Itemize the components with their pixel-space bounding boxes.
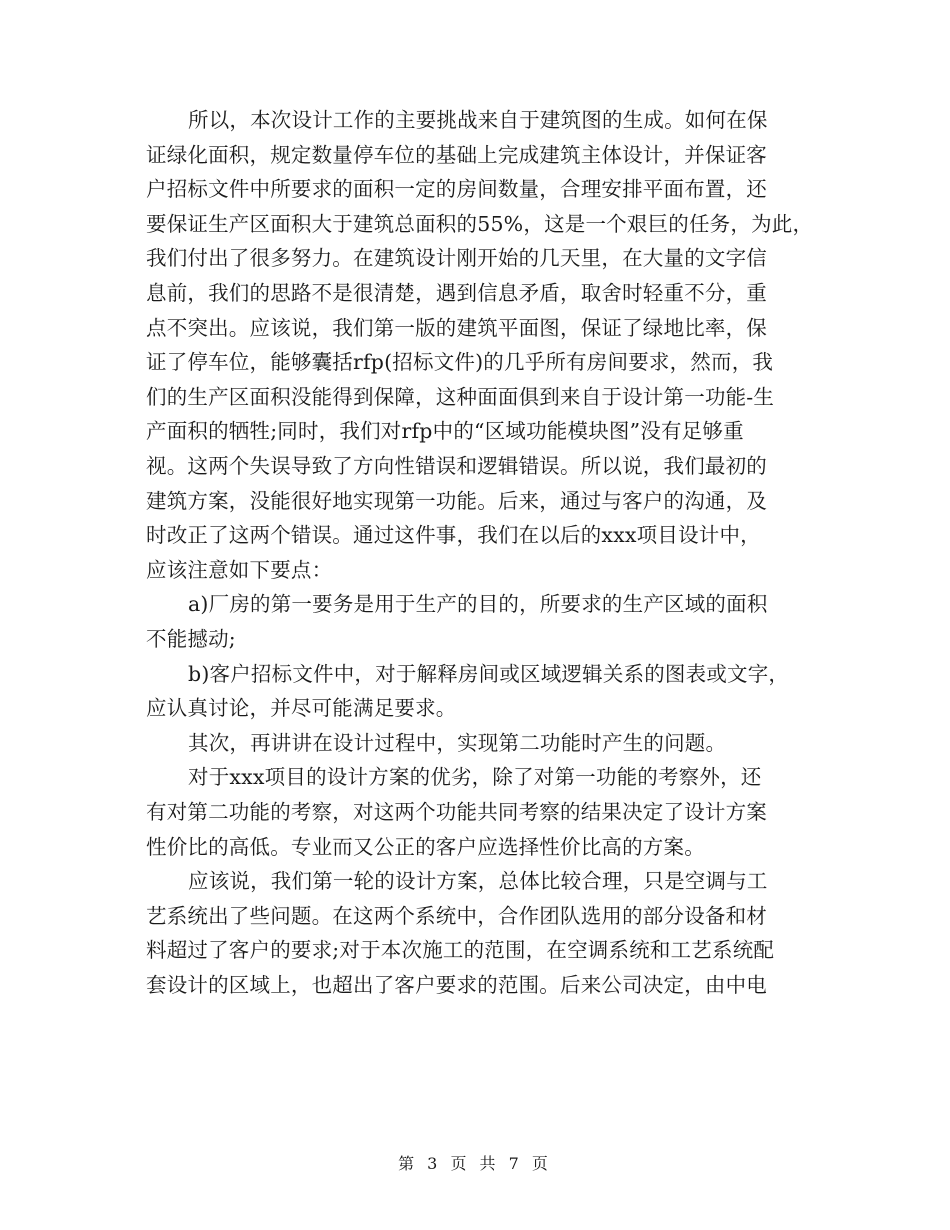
text-line: 艺系统出了些问题。在这两个系统中，合作团队选用的部分设备和材 bbox=[146, 903, 767, 928]
text-line: 时改正了这两个错误。通过这件事，我们在以后的xxx项目设计中， bbox=[146, 523, 761, 548]
text-line: 视。这两个失误导致了方向性错误和逻辑错误。所以说，我们最初的 bbox=[146, 454, 767, 478]
text-line: 产面积的牺牲;同时，我们对rfp中的“区域功能模块图”没有足够重 bbox=[146, 419, 744, 444]
text-line: 证绿化面积，规定数量停车位的基础上完成建筑主体设计，并保证客 bbox=[146, 142, 767, 167]
page-number-footer: 第 3 页 共 7 页 bbox=[398, 1154, 552, 1173]
text-line: 其次，再讲讲在设计过程中，实现第二功能时产生的问题。 bbox=[188, 730, 727, 755]
text-line: a)厂房的第一要务是用于生产的目的，所要求的生产区域的面积 bbox=[188, 592, 768, 617]
text-line: 不能撼动; bbox=[146, 627, 236, 651]
text-line: 料超过了客户的要求;对于本次施工的范围，在空调系统和工艺系统配 bbox=[146, 938, 775, 963]
text-line: 所以，本次设计工作的主要挑战来自于建筑图的生成。如何在保 bbox=[188, 108, 768, 132]
text-line: 息前，我们的思路不是很清楚，遇到信息矛盾，取舍时轻重不分，重 bbox=[146, 281, 767, 305]
text-line: 们的生产区面积没能得到保障，这种面面俱到来自于设计第一功能-生 bbox=[146, 384, 775, 409]
text-line: 证了停车位，能够囊括rfp(招标文件)的几乎所有房间要求，然而，我 bbox=[146, 350, 774, 375]
text-line: 点不突出。应该说，我们第一版的建筑平面图，保证了绿地比率，保 bbox=[146, 315, 767, 340]
text-line: 要保证生产区面积大于建筑总面积的55%，这是一个艰巨的任务，为此， bbox=[146, 211, 814, 236]
text-line: 对于xxx项目的设计方案的优劣，除了对第一功能的考察外，还 bbox=[188, 765, 762, 790]
text-line: 应该说，我们第一轮的设计方案，总体比较合理，只是空调与工 bbox=[188, 869, 768, 894]
text-line: 套设计的区域上，也超出了客户要求的范围。后来公司决定，由中电 bbox=[146, 973, 767, 997]
text-line: 户招标文件中所要求的面积一定的房间数量，合理安排平面布置，还 bbox=[146, 177, 767, 202]
text-line: 我们付出了很多努力。在建筑设计刚开始的几天里，在大量的文字信 bbox=[146, 246, 767, 271]
text-line: 有对第二功能的考察，对这两个功能共同考察的结果决定了设计方案 bbox=[146, 800, 767, 824]
text-line: 应该注意如下要点： bbox=[146, 557, 333, 582]
text-line: 应认真讨论，并尽可能满足要求。 bbox=[146, 696, 457, 721]
text-line: 建筑方案，没能很好地实现第一功能。后来，通过与客户的沟通，及 bbox=[146, 488, 767, 513]
text-line: 性价比的高低。专业而又公正的客户应选择性价比高的方案。 bbox=[146, 834, 705, 859]
text-line: b)客户招标文件中，对于解释房间或区域逻辑关系的图表或文字， bbox=[188, 661, 790, 686]
